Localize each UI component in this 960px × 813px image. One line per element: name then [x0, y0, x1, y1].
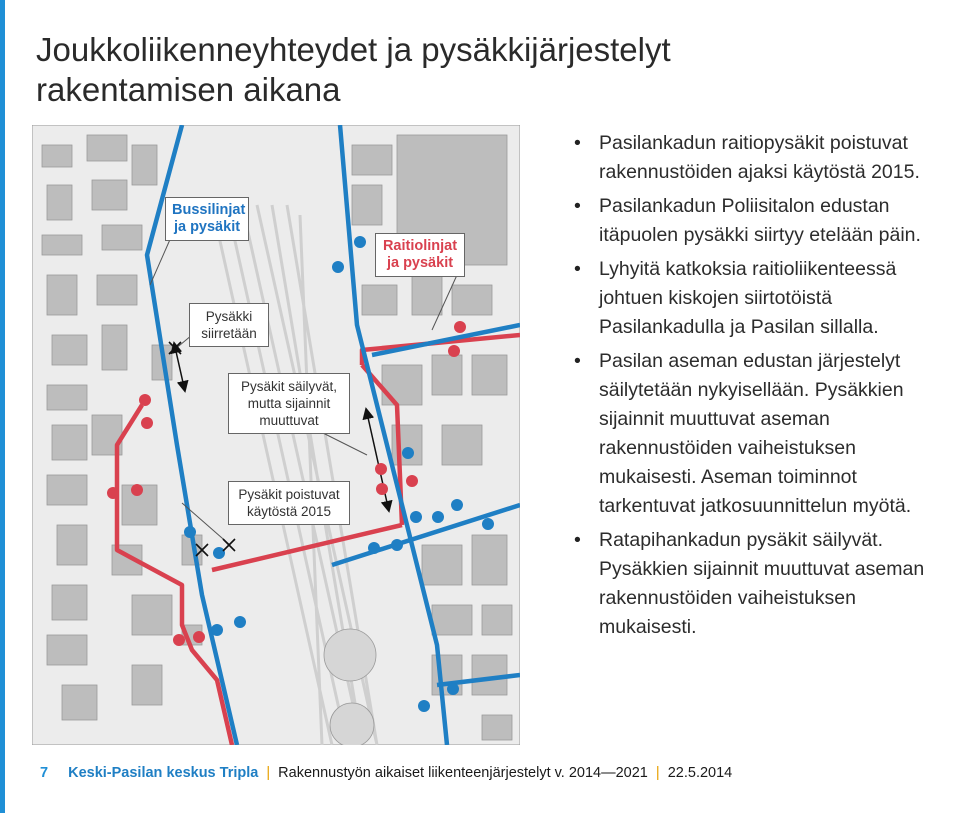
callout-stops-removed: Pysäkit poistuvat käytöstä 2015 — [228, 481, 350, 525]
callout-tram-lines: Raitiolinjat ja pysäkit — [375, 233, 465, 277]
bullet-item: • Pasilankadun Poliisitalon edustan itäpuolen pysäkki siirtyy etelään päin. — [572, 192, 957, 250]
page-title: Joukkoliikenneyhteydet ja pysäkkijärjestelyt rakentamisen aikana — [36, 31, 671, 108]
bullet-list — [572, 129, 957, 647]
callout-stops-kept: Pysäkit säilyvät, mutta sijainnit muuttuvat — [228, 373, 350, 434]
footer-separator: | — [266, 765, 271, 781]
map-area — [32, 125, 520, 745]
footer-date: 22.5.2014 — [667, 765, 733, 781]
bullet-item: • Ratapihankadun pysäkit säilyvät. Pysäkkien sijainnit muuttuvat aseman rakennustöiden vaiheistuksen mukaisesti. — [572, 526, 957, 642]
callout-stop-moved: Pysäkki siirretään — [189, 303, 269, 347]
page-number: 7 — [40, 765, 49, 781]
slide-edge-bar — [0, 0, 5, 813]
bullet-item: • Pasilan aseman edustan järjestelyt säilytetään nykyisellään. Pysäkkien sijainnit muuttuvat aseman rakennustöiden vaiheistuksen mukaisesti. Aseman toiminnot tarkentuvat jatkosuunnittelun myötä. — [572, 347, 957, 521]
bullet-item: • Pasilankadun raitiopysäkit poistuvat rakennustöiden ajaksi käytöstä 2015. — [572, 129, 957, 187]
footer — [40, 765, 732, 781]
footer-subtitle: Rakennustyön aikaiset liikenteenjärjestelyt v. 2014—2021 — [278, 765, 648, 781]
footer-separator: | — [655, 765, 660, 781]
callout-bus-lines: Bussilinjat ja pysäkit — [165, 197, 249, 241]
transit-map — [32, 125, 520, 745]
footer-project: Keski-Pasilan keskus Tripla — [68, 765, 259, 781]
bullet-item: • Lyhyitä katkoksia raitioliikenteessä johtuen kiskojen siirtotöistä Pasilankadulla ja Pasilan sillalla. — [572, 255, 957, 342]
